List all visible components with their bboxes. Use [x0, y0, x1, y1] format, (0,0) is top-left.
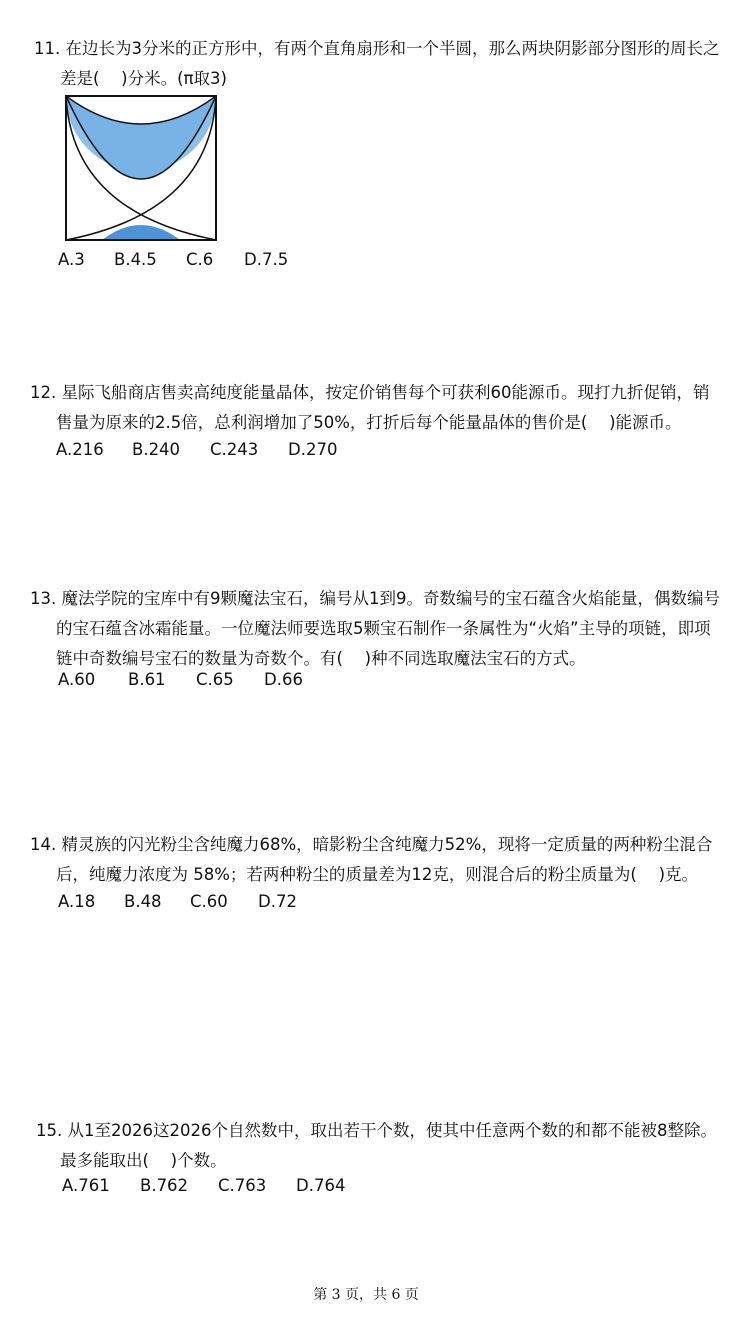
question-11-line-2: 差是( )分米。(π取3)	[60, 69, 227, 88]
question-11-line-1: 11. 在边长为3分米的正方形中，有两个直角扇形和一个半圆，那么两块阴影部分图形的周长之	[34, 39, 720, 58]
option-b[interactable]: B.4.5	[114, 250, 157, 269]
square-figure	[62, 92, 220, 242]
option-d[interactable]: D.66	[264, 670, 303, 689]
question-12-line-2: 售量为原来的2.5倍，总利润增加了50%，打折后每个能量晶体的售价是( )能源币。	[56, 413, 682, 432]
question-15-line-1: 15. 从1至2026这2026个自然数中，取出若干个数，使其中任意两个数的和都不能被8整除。	[36, 1121, 717, 1140]
question-15-options	[62, 1176, 345, 1195]
option-c[interactable]: C.65	[196, 670, 234, 689]
option-b[interactable]: B.48	[124, 892, 162, 911]
option-d[interactable]: D.764	[296, 1176, 346, 1195]
question-13-line-1: 13. 魔法学院的宝库中有9颗魔法宝石，编号从1到9。奇数编号的宝石蕴含火焰能量，偶数编号	[30, 589, 720, 608]
option-a[interactable]: A.3	[58, 250, 85, 269]
option-d[interactable]: D.270	[288, 440, 338, 459]
question-13-options	[58, 670, 303, 689]
question-12-options	[56, 440, 337, 459]
question-12	[30, 378, 709, 438]
question-13	[30, 584, 720, 674]
question-11	[34, 34, 719, 94]
option-c[interactable]: C.243	[210, 440, 259, 459]
option-c[interactable]: C.763	[218, 1176, 267, 1195]
question-11-options	[58, 250, 288, 269]
option-d[interactable]: D.72	[258, 892, 297, 911]
option-b[interactable]: B.240	[132, 440, 181, 459]
semicircle-shade	[66, 96, 216, 179]
question-14-line-2: 后，纯魔力浓度为 58%；若两种粉尘的质量差为12克，则混合后的粉尘质量为( )克。	[56, 865, 699, 884]
option-b[interactable]: B.61	[128, 670, 166, 689]
option-d[interactable]: D.7.5	[244, 250, 289, 269]
option-c[interactable]: C.60	[190, 892, 228, 911]
question-15-line-2: 最多能取出( )个数。	[60, 1151, 227, 1170]
question-12-line-1: 12. 星际飞船商店售卖高纯度能量晶体，按定价销售每个可获利60能源币。现打九折促销，销	[30, 383, 710, 402]
question-14	[30, 830, 712, 890]
option-a[interactable]: A.18	[58, 892, 96, 911]
question-13-line-2: 的宝石蕴含冰霜能量。一位魔法师要选取5颗宝石制作一条属性为“火焰”主导的项链，即项	[56, 619, 711, 638]
option-c[interactable]: C.6	[186, 250, 214, 269]
option-a[interactable]: A.216	[56, 440, 104, 459]
question-13-line-3: 链中奇数编号宝石的数量为奇数个。有( )种不同选取魔法宝石的方式。	[56, 649, 586, 668]
option-a[interactable]: A.761	[62, 1176, 110, 1195]
option-b[interactable]: B.762	[140, 1176, 189, 1195]
question-15	[36, 1116, 717, 1176]
question-14-options	[58, 892, 297, 911]
page-footer: 第 3 页，共 6 页	[313, 1287, 419, 1303]
question-14-line-1: 14. 精灵族的闪光粉尘含纯魔力68%，暗影粉尘含纯魔力52%，现将一定质量的两种粉尘混合	[30, 835, 713, 854]
option-a[interactable]: A.60	[58, 670, 96, 689]
